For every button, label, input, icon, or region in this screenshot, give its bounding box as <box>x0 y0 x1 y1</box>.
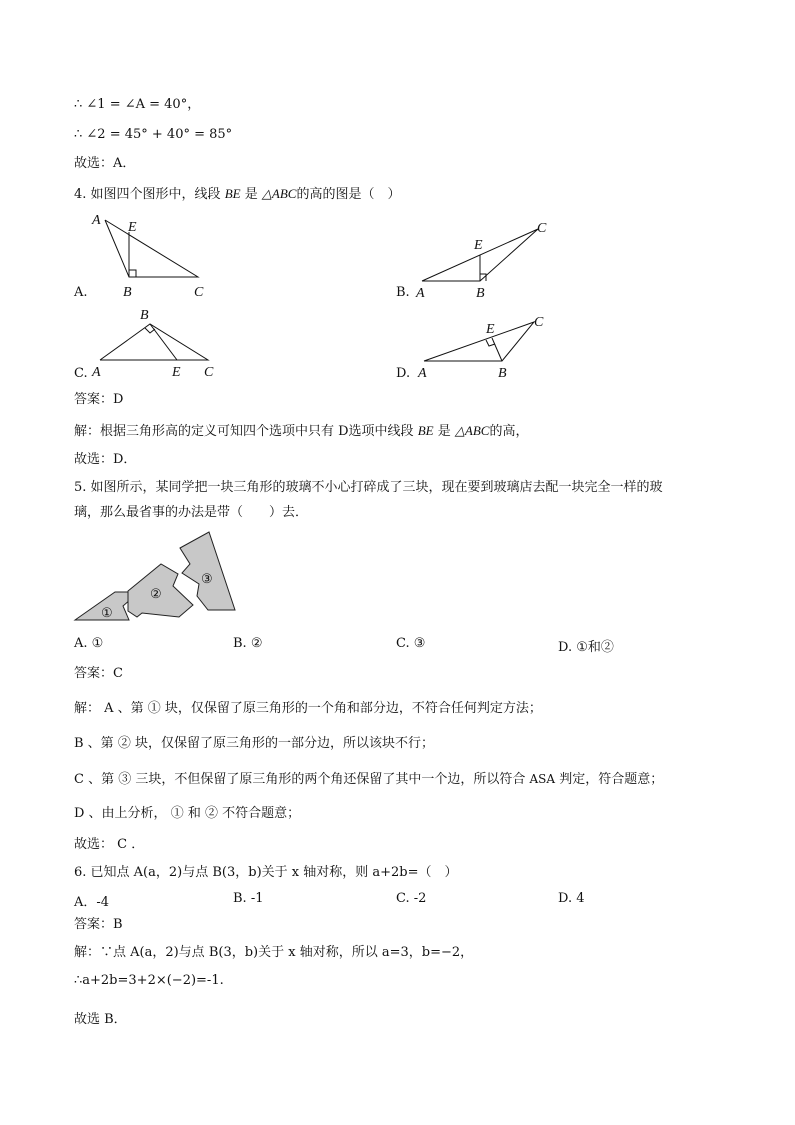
q4-option-d-label: D. <box>396 366 411 381</box>
q5-option-a-letter: A. <box>74 636 88 651</box>
q5-stem-line1: 5. 如图所示，某同学把一块三角形的玻璃不小心打碎成了三块，现在要到玻璃店去配一块完全一样的玻 <box>74 480 663 495</box>
q4-figure-d <box>410 308 560 384</box>
q4-sol-segment: BE <box>417 423 434 438</box>
q4-c-label-B: B <box>140 308 149 323</box>
q5-option-c-letter: C. <box>396 636 410 651</box>
q5-option-d-value2: ② <box>600 640 614 655</box>
q4-a-label-B: B <box>123 285 132 300</box>
q4-sol-prefix: 解：根据三角形高的定义可知四个选项中只有 D选项中线段 <box>74 424 414 439</box>
q4-figure-b <box>410 215 560 300</box>
q5-option-b <box>233 636 262 651</box>
q5-option-d <box>558 636 614 655</box>
q4-figure-c <box>88 304 223 384</box>
prev-solution-line1: ∴ ∠1 = ∠A = 40°， <box>74 97 201 112</box>
q4-b-label-B: B <box>476 286 485 300</box>
q4-sol-mid: 是 <box>437 424 451 439</box>
q4-a-label-A: A <box>92 213 101 228</box>
q5-stem-line2: 璃，那么最省事的办法是带（ ）去． <box>74 505 309 520</box>
q5-choose: 故选： C ． <box>74 837 145 852</box>
q4-answer: 答案：D <box>74 392 124 407</box>
q4-figure-a <box>88 208 218 300</box>
q4-a-label-C: C <box>194 285 204 300</box>
piece-label-3: ③ <box>201 571 213 586</box>
q4-d-label-A: A <box>418 366 427 381</box>
q4-b-label-C: C <box>537 221 547 236</box>
q5-answer: 答案：C <box>74 666 123 681</box>
prev-choose: 故选：A． <box>74 156 136 171</box>
q5-sol-c-asa: ASA <box>529 772 556 786</box>
q4-option-b-label: B. <box>396 285 410 300</box>
q5-sol-d: D 、由上分析， ① 和 ② 不符合题意； <box>74 806 301 821</box>
q5-option-d-and: 和 <box>587 640 601 655</box>
q4-c-label-E: E <box>172 365 181 380</box>
q4-stem-mid: 是 <box>244 187 258 202</box>
q4-stem <box>74 185 400 204</box>
q5-sol-c-post: 判定，符合题意； <box>559 772 664 787</box>
q4-stem-triangle: △ABC <box>261 186 297 201</box>
q5-sol-b: B 、第 ② 块，仅保留了原三角形的一部分边，所以该块不行； <box>74 736 434 751</box>
q4-d-label-B: B <box>498 366 507 381</box>
q5-sol-c-pre: C 、第 ③ 三块，不但保留了原三角形的两个角还保留了其中一个边，所以符合 <box>74 772 526 787</box>
q5-option-d-value1: ① <box>576 640 588 655</box>
q5-option-d-letter: D. <box>558 640 573 655</box>
q4-b-label-E: E <box>474 238 483 253</box>
q4-c-label-C: C <box>204 365 214 380</box>
q4-stem-segment: BE <box>224 186 241 201</box>
q6-option-c: C. -2 <box>396 891 427 906</box>
q5-option-b-letter: B. <box>233 636 247 651</box>
q5-option-a <box>74 636 103 651</box>
q5-sol-a: 解： A 、第 ① 块，仅保留了原三角形的一个角和部分边，不符合任何判定方法； <box>74 701 542 716</box>
prev-solution-line2: ∴ ∠2 = 45° + 40° = 85° <box>74 127 233 142</box>
q4-c-label-A: A <box>92 365 101 380</box>
q4-option-c-label: C. <box>74 366 88 381</box>
q5-option-c-value: ③ <box>413 636 426 651</box>
q4-stem-prefix: 4. 如图四个图形中，线段 <box>74 187 221 202</box>
piece-label-2: ② <box>150 586 162 601</box>
q4-solution <box>74 422 528 441</box>
q4-sol-triangle: △ABC <box>454 423 490 438</box>
q6-stem: 6. 已知点 A(a，2)与点 B(3，b)关于 x 轴对称，则 a+2b=（ ） <box>74 865 458 880</box>
q5-option-c <box>396 636 425 651</box>
q4-a-label-E: E <box>128 220 137 235</box>
q4-option-a-label: A. <box>74 285 88 300</box>
q6-sol-line1: 解：∵点 A(a，2)与点 B(3，b)关于 x 轴对称，所以 a=3，b=−2， <box>74 945 474 960</box>
q4-d-label-E: E <box>486 322 495 337</box>
q6-option-b: B. -1 <box>233 891 264 906</box>
q6-option-a: A．-4 <box>74 895 110 910</box>
q5-sol-c <box>74 770 663 789</box>
q4-choose: 故选：D． <box>74 452 137 467</box>
q4-b-label-A: A <box>416 286 425 300</box>
piece-label-1: ① <box>101 605 113 620</box>
q4-sol-suffix: 的高， <box>489 424 529 439</box>
q5-option-a-value: ① <box>91 636 104 651</box>
q6-sol-line2: ∴a+2b=3+2×(−2)=-1. <box>74 973 224 988</box>
q6-answer: 答案：B <box>74 917 123 932</box>
q6-option-d: D. 4 <box>558 891 585 906</box>
q6-choose: 故选 B． <box>74 1012 127 1027</box>
q5-glass-figure <box>70 526 245 626</box>
q5-option-b-value: ② <box>250 636 263 651</box>
q4-stem-suffix: 的高的图是（ ） <box>296 187 401 202</box>
q4-d-label-C: C <box>534 315 544 330</box>
